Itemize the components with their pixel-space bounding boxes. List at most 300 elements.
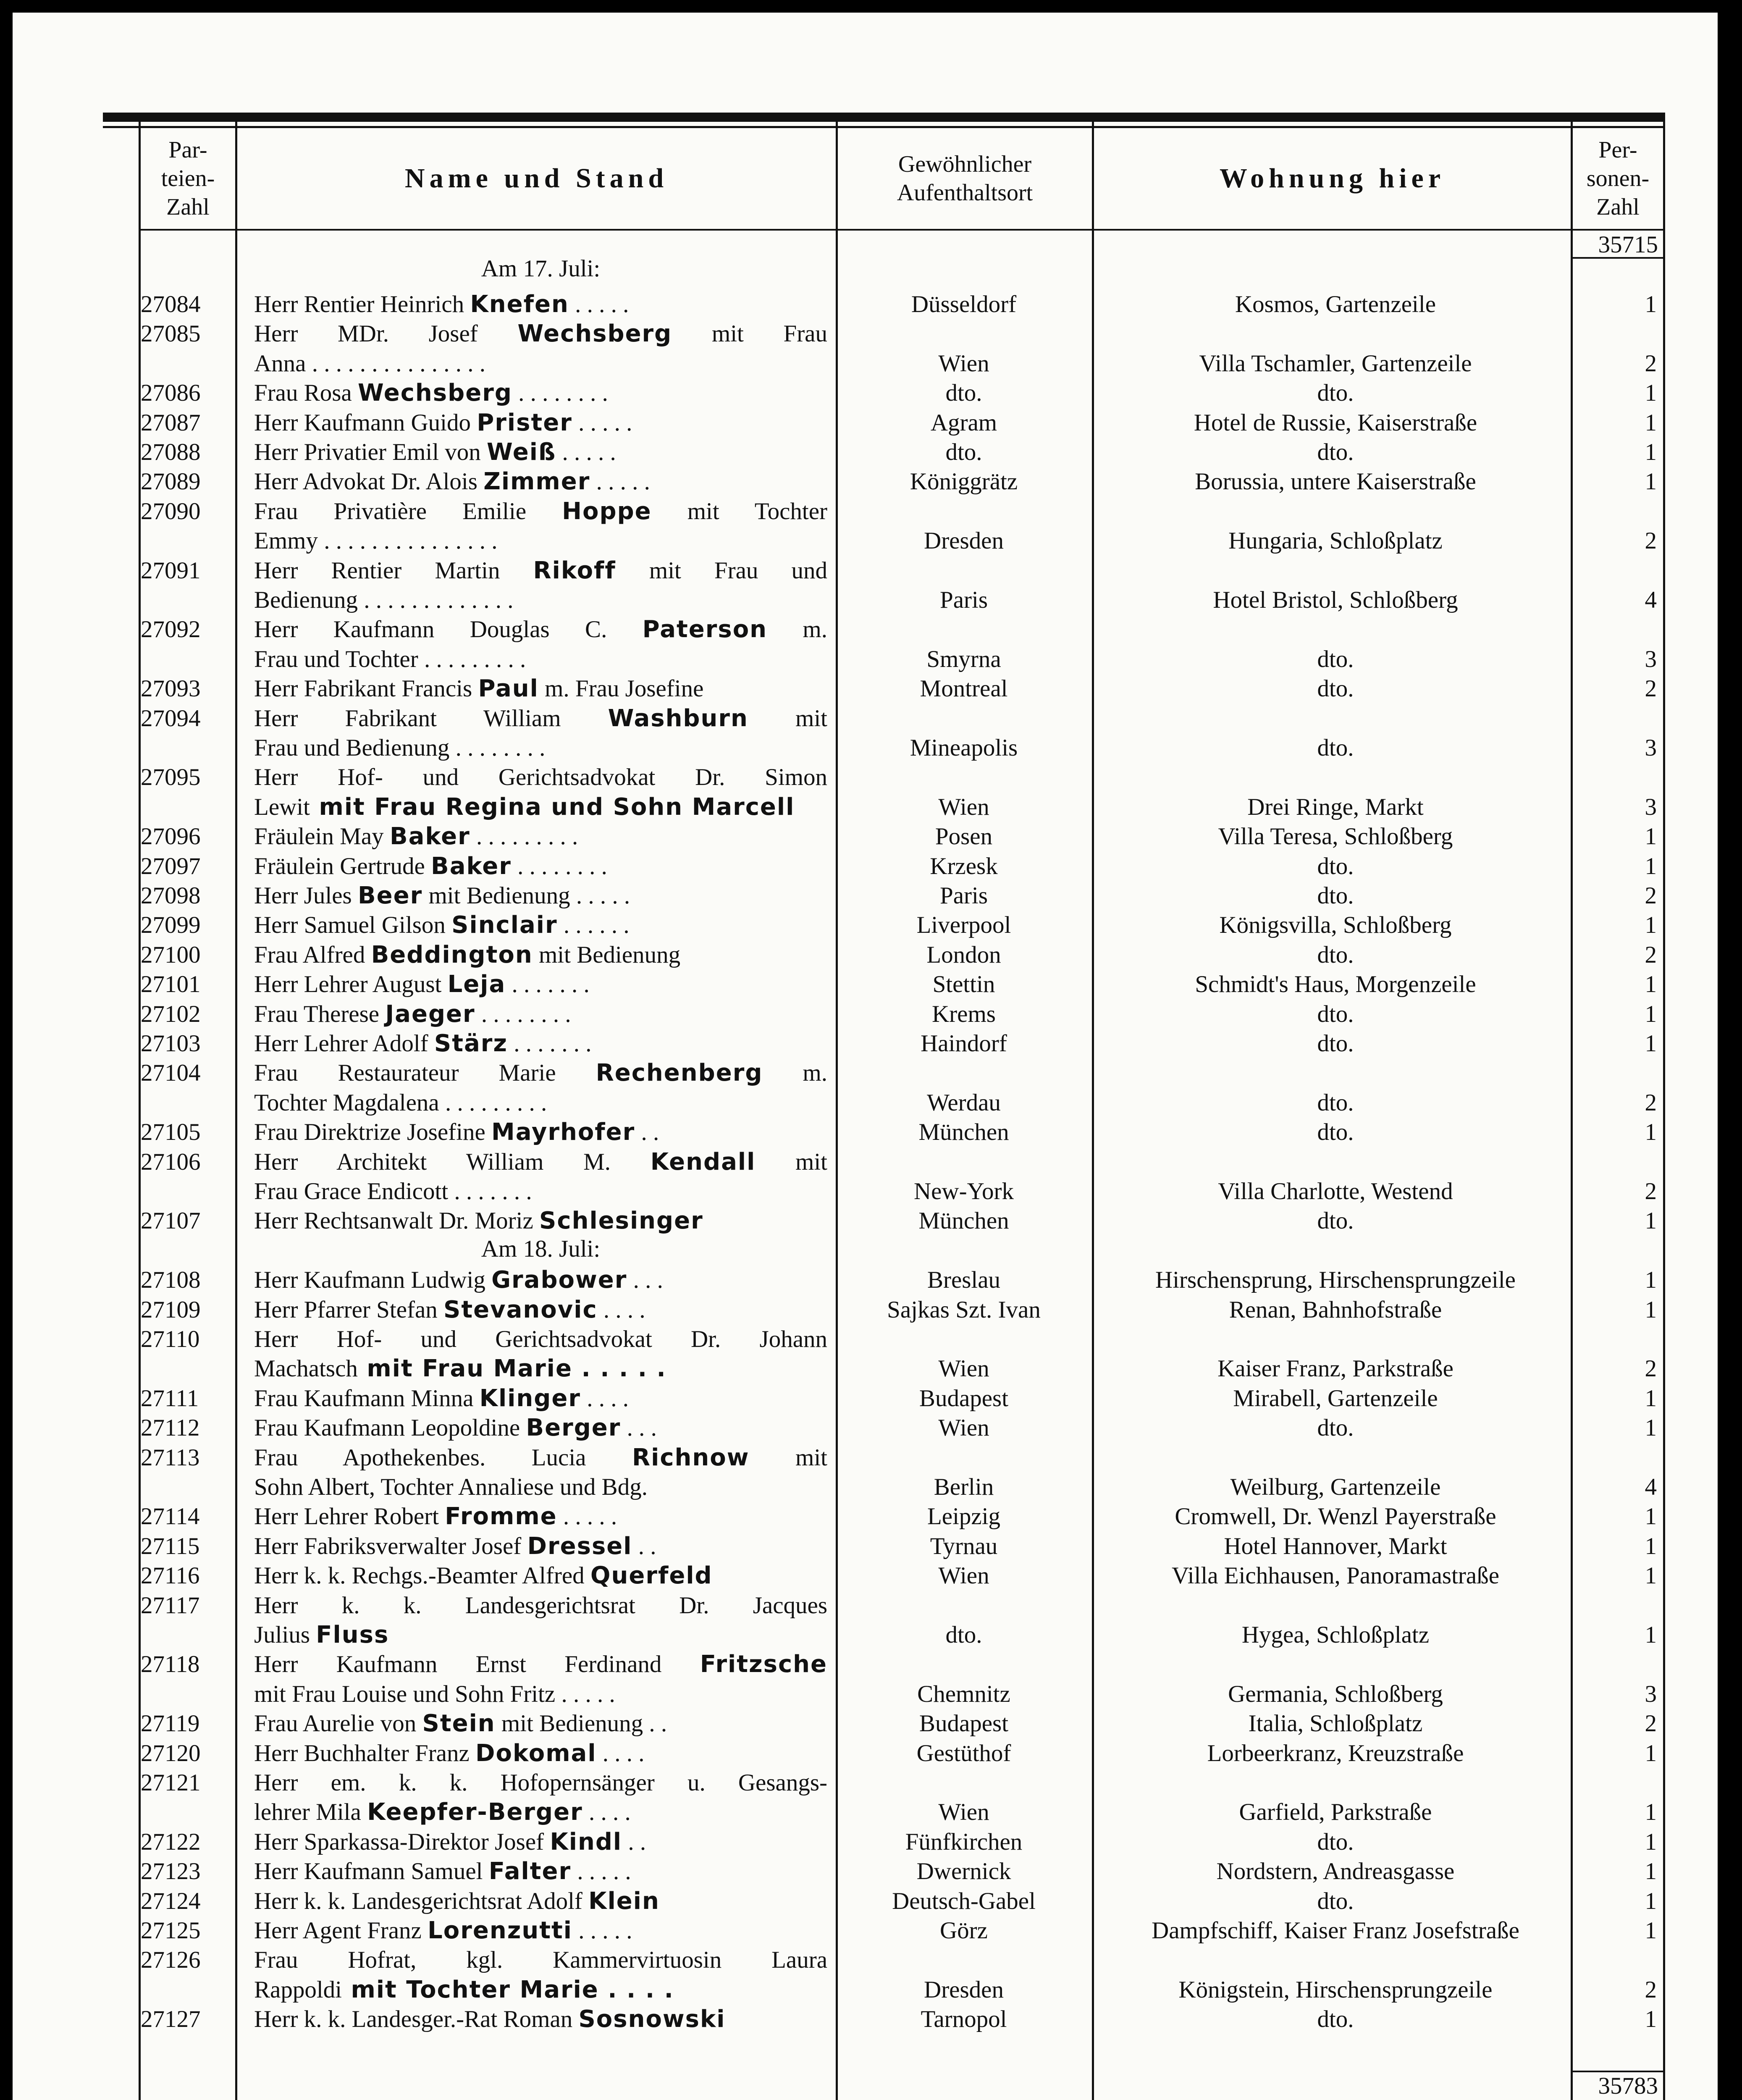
entry-name	[254, 1945, 827, 1975]
entry-persons: 2	[1645, 1178, 1657, 1205]
entry-origin: München	[918, 1119, 1009, 1146]
entry-number: 27092	[141, 616, 201, 643]
name-title: Herr Kaufmann Guido	[254, 409, 477, 436]
entry-name	[254, 763, 827, 792]
surname: mit Tochter Marie . . . .	[342, 1976, 674, 2003]
entry-residence: Hygea, Schloßplatz	[1241, 1622, 1430, 1648]
entry-number: 27106	[141, 1148, 201, 1175]
entry-number: 27100	[141, 941, 201, 968]
entry-name-continued: Tochter Magdalena . . . . . . . . .	[254, 1089, 547, 1116]
col-line-6	[1663, 122, 1665, 2100]
entry-name	[254, 1916, 827, 1945]
name-title: Herr Kaufmann Douglas C.	[254, 616, 643, 643]
name-suffix: . . . . .	[572, 409, 632, 436]
entry-residence: Villa Charlotte, Westend	[1218, 1178, 1453, 1205]
entry-origin: Deutsch-Gabel	[892, 1887, 1036, 1914]
entry-name	[254, 1384, 827, 1413]
entry-persons: 1	[1645, 1267, 1657, 1294]
entry-persons: 3	[1645, 646, 1657, 672]
name-suffix: mit Bedienung	[533, 941, 681, 968]
entry-number: 27085	[141, 320, 201, 347]
name-suffix: . . . . .	[569, 291, 629, 318]
name-title: Herr Architekt William M.	[254, 1148, 651, 1175]
name-title: Herr Pfarrer Stefan	[254, 1296, 444, 1323]
entry-residence: dto.	[1317, 1119, 1354, 1146]
entry-residence: Hirschensprung, Hirschensprungzeile	[1155, 1267, 1516, 1294]
entry-number: 27127	[141, 2006, 201, 2033]
surname: Klinger	[479, 1384, 581, 1412]
entry-persons: 1	[1645, 1119, 1657, 1146]
entry-name	[254, 615, 827, 644]
top-rule-thick	[103, 113, 1665, 122]
entry-persons: 1	[1645, 853, 1657, 879]
name-title: Herr Kaufmann Ludwig	[254, 1267, 492, 1294]
entry-residence: dto.	[1317, 2006, 1354, 2033]
entry-origin: Montreal	[920, 675, 1008, 702]
entry-persons: 2	[1645, 1355, 1657, 1382]
entry-number: 27094	[141, 705, 201, 732]
entry-residence: Villa Teresa, Schloßberg	[1218, 823, 1453, 850]
entry-residence: Weilburg, Gartenzeile	[1230, 1474, 1441, 1500]
name-title: Herr Kaufmann Ernst Ferdinand	[254, 1651, 700, 1678]
surname: mit Frau Regina und Sohn Marcell	[310, 793, 795, 821]
name-suffix: . . . . . . .	[506, 971, 590, 998]
surname: Prister	[477, 409, 572, 436]
surname: Fritzsche	[700, 1651, 827, 1678]
surname: Rikoff	[533, 556, 616, 584]
name-suffix: . . . . . . .	[508, 1030, 592, 1057]
entry-number: 27115	[141, 1533, 200, 1559]
name-title: Herr Kaufmann Samuel	[254, 1858, 489, 1885]
entry-residence: dto.	[1317, 1887, 1354, 1914]
entry-number: 27109	[141, 1296, 201, 1323]
entry-persons: 1	[1645, 1740, 1657, 1767]
name-suffix: . . . . .	[572, 1917, 632, 1944]
entry-residence: Villa Eichhausen, Panoramastraße	[1171, 1562, 1500, 1589]
entry-name	[254, 408, 827, 438]
surname: Baker	[389, 823, 470, 850]
entry-name	[254, 1857, 827, 1886]
name-suffix: . . . . . .	[557, 912, 630, 939]
name-suffix: . . . . .	[556, 439, 616, 465]
entry-name	[254, 881, 827, 911]
entry-origin: dto.	[945, 1622, 982, 1648]
name-title: Herr Buchhalter Franz	[254, 1740, 476, 1767]
entry-persons: 1	[1645, 291, 1657, 318]
surname: Hoppe	[562, 497, 652, 525]
name-title: Frau Direktrize Josefine	[254, 1119, 492, 1146]
surname: Fromme	[445, 1503, 557, 1530]
name-suffix: mit Bedienung . .	[495, 1710, 667, 1737]
surname: Paul	[478, 675, 539, 703]
surname: Stein	[422, 1710, 496, 1738]
name-suffix: mit	[749, 1444, 827, 1471]
entry-name	[254, 1206, 827, 1236]
entry-number: 27088	[141, 439, 201, 465]
entry-number: 27125	[141, 1917, 201, 1944]
entry-persons: 2	[1645, 1710, 1657, 1737]
entry-persons: 3	[1645, 793, 1657, 820]
entry-origin: Paris	[940, 882, 988, 909]
entry-origin: Wien	[938, 793, 989, 820]
entry-residence: dto.	[1317, 941, 1354, 968]
entry-number: 27107	[141, 1208, 201, 1234]
entry-residence: dto.	[1317, 675, 1354, 702]
name-suffix: mit Tochter	[651, 498, 827, 525]
entry-number: 27087	[141, 409, 201, 436]
entry-name	[254, 2005, 827, 2034]
name-title: Herr Lehrer August	[254, 971, 448, 998]
entry-origin: Dresden	[924, 1976, 1004, 2003]
entry-name	[254, 1768, 827, 1798]
entry-name-continued: mit Frau Louise und Sohn Fritz . . . . .	[254, 1680, 615, 1707]
entry-name	[254, 940, 827, 970]
name-title: Herr k. k. Rechgs.-Beamter Alfred	[254, 1562, 590, 1589]
name-title: Fräulein Gertrude	[254, 853, 431, 879]
entry-number: 27091	[141, 557, 201, 584]
name-suffix: mit	[756, 1148, 827, 1175]
surname: Berger	[526, 1414, 621, 1442]
entry-number: 27084	[141, 291, 201, 318]
entry-residence: Hotel Hannover, Markt	[1224, 1533, 1447, 1559]
entry-residence: Italia, Schloßplatz	[1248, 1710, 1423, 1737]
name-title: Herr Fabrikant Francis	[254, 675, 478, 702]
entry-persons: 1	[1645, 971, 1657, 998]
name-title: Herr Lehrer Robert	[254, 1503, 445, 1530]
name-title: Lewit	[254, 793, 310, 820]
entry-name-continued	[254, 1798, 827, 1827]
name-suffix: . . . . . . . . .	[470, 823, 578, 850]
entry-persons: 1	[1645, 1296, 1657, 1323]
entry-origin: Krems	[932, 1000, 996, 1027]
entry-name	[254, 1561, 827, 1591]
entry-residence: Hotel Bristol, Schloßberg	[1213, 587, 1458, 613]
entry-residence: Villa Tschamler, Gartenzeile	[1199, 350, 1472, 377]
entry-origin: Werdau	[927, 1089, 1001, 1116]
name-title: Frau Kaufmann Leopoldine	[254, 1415, 526, 1441]
entry-persons: 1	[1645, 1030, 1657, 1057]
entry-name-continued	[254, 1620, 827, 1650]
name-suffix: . . . . . . . .	[512, 380, 608, 407]
entry-persons: 3	[1645, 735, 1657, 761]
entry-name-continued: Anna . . . . . . . . . . . . . . .	[254, 350, 485, 377]
name-title: Herr Rentier Heinrich	[254, 291, 470, 318]
final-total: 35783	[1598, 2073, 1658, 2099]
entry-origin: Agram	[930, 409, 997, 436]
entry-name-continued	[254, 1975, 827, 2005]
name-title: Herr Hof- und Gerichtsadvokat Dr. Simon	[254, 764, 827, 791]
entry-name	[254, 1325, 827, 1354]
entry-name-continued: Sohn Albert, Tochter Annaliese und Bdg.	[254, 1474, 648, 1500]
name-title: Herr Rechtsanwalt Dr. Moriz	[254, 1208, 540, 1234]
surname: Zimmer	[483, 468, 590, 496]
entry-origin: Dresden	[924, 528, 1004, 554]
entry-persons: 1	[1645, 1799, 1657, 1826]
entry-name	[254, 556, 827, 585]
surname: Kendall	[650, 1148, 756, 1176]
entry-origin: Budapest	[919, 1710, 1009, 1737]
entry-residence: dto.	[1317, 1828, 1354, 1855]
entry-residence: dto.	[1317, 1089, 1354, 1116]
name-suffix: . . . .	[580, 1385, 629, 1412]
name-title: Herr Lehrer Adolf	[254, 1030, 434, 1057]
name-suffix: mit Bedienung . . . . .	[422, 882, 630, 909]
entry-name	[254, 1650, 827, 1679]
entry-residence: Nordstern, Andreasgasse	[1216, 1858, 1455, 1885]
entry-name-continued	[254, 1354, 827, 1383]
entry-origin: Wien	[938, 1799, 989, 1826]
entry-name	[254, 1739, 827, 1768]
entry-number: 27089	[141, 468, 201, 495]
name-title: Frau Restaurateur Marie	[254, 1060, 596, 1087]
name-title: Frau Aurelie von	[254, 1710, 422, 1737]
entry-name	[254, 467, 827, 496]
surname: mit Frau Marie . . . . .	[357, 1355, 666, 1383]
entry-origin: Smyrna	[926, 646, 1001, 672]
entry-residence: dto.	[1317, 882, 1354, 909]
name-title: Frau Therese	[254, 1000, 386, 1027]
entry-origin: München	[918, 1208, 1009, 1234]
header-name-and-status: Name und Stand	[404, 163, 669, 194]
section-date-july-17: Am 17. Juli:	[481, 255, 601, 282]
entry-name-continued: Frau Grace Endicott . . . . . . .	[254, 1178, 532, 1205]
name-title: Frau Apothekenbes. Lucia	[254, 1444, 632, 1471]
entry-persons: 1	[1645, 1887, 1657, 1914]
entry-number: 27123	[141, 1858, 201, 1885]
entry-residence: dto.	[1317, 1415, 1354, 1441]
entry-residence: Königsvilla, Schloßberg	[1219, 912, 1452, 939]
entry-origin: Düsseldorf	[911, 291, 1017, 318]
entry-residence: Kaiser Franz, Parkstraße	[1217, 1355, 1453, 1382]
entry-name	[254, 674, 827, 704]
entry-name	[254, 319, 827, 349]
surname: Sinclair	[451, 911, 558, 939]
name-title: Machatsch	[254, 1355, 358, 1382]
surname: Falter	[488, 1858, 572, 1885]
name-suffix: . . .	[627, 1267, 663, 1294]
entry-residence: Renan, Bahnhofstraße	[1229, 1296, 1442, 1323]
entry-persons: 4	[1645, 587, 1657, 613]
entry-name	[254, 1118, 827, 1147]
name-suffix: mit Frau und	[616, 557, 827, 584]
entry-residence: Germania, Schloßberg	[1228, 1680, 1443, 1707]
surname: Kindl	[550, 1828, 622, 1856]
entry-persons: 1	[1645, 1858, 1657, 1885]
name-title: Herr k. k. Landesgerichtsrat Dr. Jacques	[254, 1592, 827, 1619]
name-suffix: . . . . .	[571, 1858, 631, 1885]
surname: Leja	[447, 971, 506, 998]
entry-number: 27111	[141, 1385, 199, 1412]
entry-name	[254, 970, 827, 999]
entry-residence: Hotel de Russie, Kaiserstraße	[1194, 409, 1477, 436]
entry-name	[254, 852, 827, 881]
surname: Washburn	[608, 704, 748, 732]
entry-residence: Garfield, Parkstraße	[1239, 1799, 1432, 1826]
entry-name	[254, 704, 827, 733]
entry-number: 27108	[141, 1267, 201, 1294]
surname: Querfeld	[590, 1562, 713, 1590]
entry-name	[254, 1029, 827, 1058]
entry-residence: Schmidt's Haus, Morgenzeile	[1195, 971, 1476, 998]
name-suffix: . . . . .	[557, 1503, 617, 1530]
name-title: lehrer Mila	[254, 1799, 367, 1826]
section-date-july-18: Am 18. Juli:	[481, 1235, 601, 1262]
entry-number: 27118	[141, 1651, 200, 1678]
entry-origin: Wien	[938, 1415, 989, 1441]
entry-name	[254, 1413, 827, 1443]
entry-persons: 3	[1645, 1680, 1657, 1707]
entry-number: 27119	[141, 1710, 200, 1737]
name-title: Herr Samuel Gilson	[254, 912, 452, 939]
entry-residence: Drei Ringe, Markt	[1247, 793, 1424, 820]
entry-persons: 1	[1645, 1385, 1657, 1412]
entry-origin: Paris	[940, 587, 988, 613]
carry-over-total: 35715	[1598, 231, 1658, 258]
name-title: Fräulein May	[254, 823, 390, 850]
surname: Mayrhofer	[491, 1118, 635, 1146]
entry-origin: Liverpool	[916, 912, 1011, 939]
entry-name	[254, 1265, 827, 1295]
entry-residence: dto.	[1317, 853, 1354, 879]
entry-origin: New-York	[913, 1178, 1014, 1205]
entry-origin: London	[926, 941, 1001, 968]
entry-name	[254, 1709, 827, 1738]
entry-residence: dto.	[1317, 735, 1354, 761]
surname: Beer	[357, 882, 423, 909]
name-title: Herr MDr. Josef	[254, 320, 518, 347]
entry-name	[254, 1591, 827, 1620]
surname: Schlesinger	[539, 1207, 703, 1235]
col-line-5	[1571, 122, 1573, 2100]
entry-name	[254, 1502, 827, 1531]
entry-number: 27126	[141, 1947, 201, 1974]
name-title: Herr Rentier Martin	[254, 557, 533, 584]
surname: Klein	[588, 1887, 660, 1915]
entry-persons: 1	[1645, 1533, 1657, 1559]
entry-origin: Posen	[935, 823, 993, 850]
entry-persons: 1	[1645, 2006, 1657, 2033]
name-title: Rappoldi	[254, 1976, 342, 2003]
entry-number: 27112	[141, 1415, 200, 1441]
header-rule	[139, 229, 1665, 231]
entry-name	[254, 1147, 827, 1177]
entry-persons: 2	[1645, 1089, 1657, 1116]
name-title: Herr k. k. Landesger.-Rat Roman	[254, 2006, 579, 2033]
entry-residence: Mirabell, Gartenzeile	[1233, 1385, 1438, 1412]
name-suffix: m.	[767, 616, 827, 643]
entry-origin: dto.	[945, 380, 982, 407]
entry-name	[254, 1058, 827, 1088]
name-title: Julius	[254, 1622, 316, 1648]
entry-residence: Königstein, Hirschensprungzeile	[1178, 1976, 1493, 2003]
header-person-count: Per- sonen- Zahl	[1586, 136, 1650, 220]
entry-number: 27116	[141, 1562, 200, 1589]
header-party-number: Par- teien- Zahl	[161, 136, 215, 220]
entry-persons: 1	[1645, 1917, 1657, 1944]
name-suffix: m.	[763, 1060, 827, 1087]
entry-name	[254, 290, 827, 319]
entry-persons: 1	[1645, 468, 1657, 495]
entry-number: 27093	[141, 675, 201, 702]
name-suffix: . . . . .	[590, 468, 650, 495]
name-title: Herr Advokat Dr. Alois	[254, 468, 484, 495]
surname: Sosnowski	[578, 2006, 726, 2033]
entry-origin: Tyrnau	[930, 1533, 998, 1559]
entry-persons: 1	[1645, 439, 1657, 465]
entry-persons: 1	[1645, 1208, 1657, 1234]
name-suffix: . .	[632, 1533, 656, 1559]
entry-origin: dto.	[945, 439, 982, 465]
entry-persons: 1	[1645, 380, 1657, 407]
entry-number: 27124	[141, 1887, 201, 1914]
entry-number: 27103	[141, 1030, 201, 1057]
entry-persons: 1	[1645, 1000, 1657, 1027]
entry-name	[254, 497, 827, 526]
entry-name-continued: Frau und Bedienung . . . . . . . .	[254, 735, 546, 761]
entry-name	[254, 1827, 827, 1857]
entry-persons: 2	[1645, 882, 1657, 909]
entry-number: 27105	[141, 1119, 201, 1146]
surname: Knefen	[470, 291, 569, 318]
entry-name-continued: Emmy . . . . . . . . . . . . . . .	[254, 528, 498, 554]
name-suffix: mit Frau	[672, 320, 827, 347]
name-suffix: . . .	[621, 1415, 657, 1441]
entry-persons: 1	[1645, 1415, 1657, 1441]
entry-persons: 1	[1645, 1562, 1657, 1589]
entry-number: 27095	[141, 764, 201, 791]
surname: Keepfer-Berger	[367, 1798, 583, 1826]
entry-origin: Königgrätz	[910, 468, 1018, 495]
entry-origin: Wien	[938, 1355, 989, 1382]
name-title: Frau Rosa	[254, 380, 358, 407]
entry-name-continued: Bedienung . . . . . . . . . . . . .	[254, 587, 514, 613]
entry-origin: Budapest	[919, 1385, 1009, 1412]
name-title: Herr Fabrikant William	[254, 705, 608, 732]
surname: Grabower	[491, 1266, 627, 1294]
surname: Wechsberg	[357, 379, 512, 407]
entry-residence: dto.	[1317, 439, 1354, 465]
entry-origin: Mineapolis	[910, 735, 1018, 761]
entry-origin: Tarnopol	[921, 2006, 1007, 2033]
entry-number: 27121	[141, 1769, 201, 1796]
entry-number: 27113	[141, 1444, 200, 1471]
surname: Stärz	[434, 1030, 508, 1057]
entry-name-continued: Frau und Tochter . . . . . . . . .	[254, 646, 526, 672]
entry-number: 27102	[141, 1000, 201, 1027]
entry-persons: 2	[1645, 675, 1657, 702]
surname: Richnow	[632, 1444, 750, 1471]
entry-origin: Gestüthof	[916, 1740, 1011, 1767]
surname: Wechsberg	[517, 320, 672, 348]
entry-residence: Hungaria, Schloßplatz	[1228, 528, 1443, 554]
entry-persons: 1	[1645, 823, 1657, 850]
entry-name	[254, 1887, 827, 1916]
entry-origin: Fünfkirchen	[905, 1828, 1023, 1855]
entry-persons: 1	[1645, 912, 1657, 939]
name-suffix: . . . .	[582, 1799, 631, 1826]
name-title: Frau Kaufmann Minna	[254, 1385, 480, 1412]
entry-persons: 2	[1645, 941, 1657, 968]
entry-name	[254, 1532, 827, 1561]
entry-residence: Kosmos, Gartenzeile	[1235, 291, 1436, 318]
entry-name	[254, 822, 827, 851]
entry-number: 27117	[141, 1592, 200, 1619]
entry-number: 27120	[141, 1740, 201, 1767]
entry-name	[254, 1295, 827, 1325]
entry-number: 27098	[141, 882, 201, 909]
entry-origin: Berlin	[934, 1474, 994, 1500]
name-suffix: . .	[635, 1119, 659, 1146]
